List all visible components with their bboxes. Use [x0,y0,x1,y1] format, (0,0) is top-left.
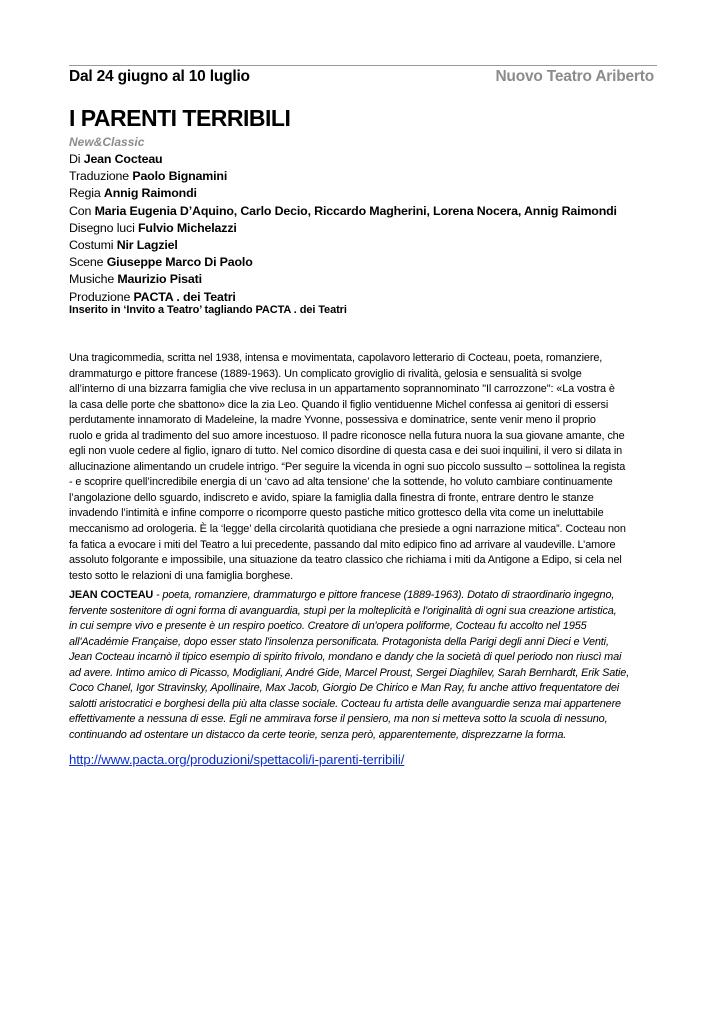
show-dates: Dal 24 giugno al 10 luglio [69,68,250,85]
bio-line: in cui sempre vivo e presente è un respiro poetico. Creatore di un'opera poliforme, Cocteau fu accolto nel 1955 [69,620,587,633]
bio-line: ad avere. Intimo amico di Picasso, Modigliani, André Gide, Marcel Proust, Sergei Diaghilev, Sarah Bernhardt, Erik Satie, [69,666,630,679]
page-header [69,68,657,90]
credit-line: Musiche Maurizio Pisati [69,272,202,287]
credit-line: Costumi Nir Lagziel [69,238,178,253]
invito-note: Inserito in ‘Invito a Teatro’ tagliando PACTA . dei Teatri [69,304,347,316]
bio-line: salotti aristocratici e borghesi della più alta classe sociale. Cocteau fu artista delle avanguardie senza mai appartenere [69,697,621,710]
bio-line: fervente sostenitore di ogni forma di avanguardia, stupì per la molteplicità e l'originalità di ogni sua creazione artistica, [69,604,617,617]
pacta-show-link[interactable]: http://www.pacta.org/produzioni/spettacoli/i-parenti-terribili/ [69,752,405,767]
synopsis-line: la casa delle porte che sbattono» dice la zia Leo. Quando il figlio ventiduenne Michel confessa ai genitori di essersi [69,398,609,411]
credit-line: Traduzione Paolo Bignamini [69,169,228,184]
synopsis-line: testo sotto le relazioni di una famiglia borghese. [69,569,294,582]
synopsis-line: ruolo e grida al tradimento del suo amore incestuoso. Il padre riconosce nella futura nuora la sua giovane amante, che [69,429,625,442]
credit-line: Scene Giuseppe Marco Di Paolo [69,255,253,270]
bio-line: all'Académie Française, dopo esser stato l'insolenza personificata. Protagonista della Parigi degli anni Dieci e Venti, [69,635,609,648]
venue-name: Nuovo Teatro Ariberto [495,68,654,85]
synopsis-line: Una tragicommedia, scritta nel 1938, intensa e movimentata, capolavoro letterario di Cocteau, poeta, romanziere, [69,352,603,364]
synopsis-line: fa fatica a evocare i miti del Teatro a lui precedente, passando dal mito edipico fino ad arrivare al vaudeville. L’amore [69,538,616,551]
credit-line: Regia Annig Raimondi [69,186,197,201]
bio-line: effettivamente a nessuna di esse. Egli ne ammirava forse il pensiero, ma non si metteva sotto la scuola di nessuno, [69,713,608,726]
credits-list [69,151,669,306]
synopsis-line: perdutamente innamorato di Madeleine, la madre Yvonne, possessiva e dominatrice, sente venir meno il proprio [69,414,596,427]
biography-paragraph [69,588,659,743]
show-title: I PARENTI TERRIBILI [69,105,291,131]
synopsis-line: allucinazione alimentando un crudele intrigo. “Per seguire la vicenda in ogni suo piccolo sussulto – sottolinea la regista [69,460,626,473]
bio-line: Coco Chanel, Igor Stravinsky, Apollinaire, Max Jacob, Giorgio De Chirico e Man Ray, fu anche attivo frequentatore dei [69,682,620,695]
synopsis-line: drammaturgo e pittore francese (1889-1963). Un complicato groviglio di rivalità, gelosia e sensualità si svolge [69,367,582,380]
header-divider [69,65,657,66]
credit-line: Con Maria Eugenia D’Aquino, Carlo Decio, Riccardo Magherini, Lorena Nocera, Annig Raimondi [69,203,617,218]
synopsis-line: l’angolazione dello sguardo, indiscreto e avido, spiare la famiglia dalla finestra di fronte, entrare dentro le stanze [69,491,594,504]
synopsis-line: egli non vuole cedere al figlio, ignaro di tutto. Nel comico disordine di questa casa e dei suoi inquilini, il vero si dilata in [69,445,623,458]
bio-line: continuando ad ostentare un distacco da certe teorie, senza però, apparentemente, disprezzarne la forma. [69,728,567,741]
synopsis-line: - e scoprire quell’incredibile energia di un ‘cavo ad alta tensione’ che la sottende, ho voluto cambiare continuamente [69,476,613,489]
synopsis-line: all’interno di una bizzarra famiglia che vive reclusa in un appartamento soprannominato "Il carrozzone": «La vostra è [69,383,615,396]
bio-name: JEAN COCTEAU [69,589,154,601]
synopsis-line: assoluto folgorante e impossibile, una situazione da teatro classico che richiama i miti da Antigone a Edipo, si cela nel [69,554,622,567]
credit-line: Produzione PACTA . dei Teatri [69,289,236,304]
bio-line: JEAN COCTEAU - poeta, romanziere, drammaturgo e pittore francese (1889-1963). Dotato di straordinario ingegno, [69,589,615,601]
bio-line: Jean Cocteau incarnò il tipico esempio di spirito frivolo, mondano e dandy che la società di quel periodo non riuscì mai [69,651,622,664]
credit-line: Disegno luci Fulvio Michelazzi [69,220,237,235]
series-label: New&Classic [69,135,145,149]
synopsis-line: meccanismo ad orologeria. È la ‘legge’ della circolarità quotidiana che presiede a ogni narrazione mitica”. Cocteau non [69,523,626,536]
credit-line: Di Jean Cocteau [69,152,163,166]
synopsis-line: invadendo l’intimità e infine comporre o ricomporre questo pastiche mitico grottesco della vita come un ineluttabile [69,507,604,520]
synopsis-paragraph [69,351,657,584]
